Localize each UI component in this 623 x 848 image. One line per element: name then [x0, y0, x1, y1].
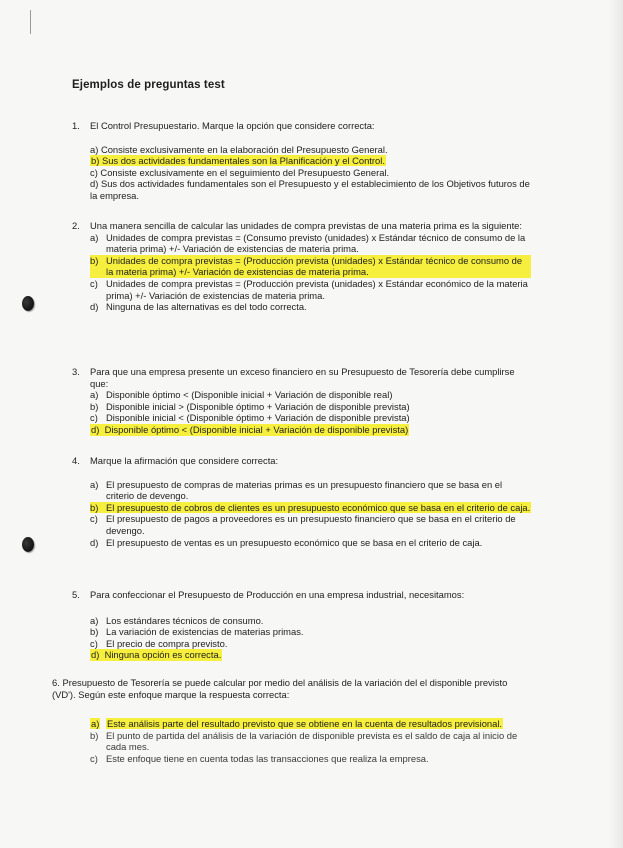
option-b-correct: b) Sus dos actividades fundamentales son la Planificación y el Control.: [91, 155, 385, 167]
option-c: c) Consiste exclusivamente en el seguimiento del Presupuesto General.: [90, 166, 390, 178]
option-b: b) La variación de existencias de materias primas.: [90, 626, 304, 638]
question-number: 5.: [72, 589, 80, 600]
question-5: [72, 589, 531, 661]
question-1: [72, 120, 531, 202]
option-b-correct: b) Unidades de compra previstas = (Producción prevista (unidades) x Estándar técnico de consumo de la materia prima) +/- Variación de existencias de materia prima.: [90, 255, 531, 278]
option-d-correct: d) Ninguna opción es correcta.: [91, 649, 222, 661]
option-c: c) El precio de compra previsto.: [90, 637, 228, 649]
question-number: 6.: [52, 677, 60, 688]
question-6: [52, 677, 531, 765]
page-edge-shadow: [609, 0, 623, 848]
question-text: Para confeccionar el Presupuesto de Producción en una empresa industrial, necesitamos:: [90, 589, 465, 600]
pen-mark: [30, 10, 31, 34]
punch-hole: [22, 537, 34, 552]
document-title: Ejemplos de preguntas test: [72, 79, 225, 91]
option-c: c) Este enfoque tiene en cuenta todas las transacciones que realiza la empresa.: [90, 752, 429, 764]
question-text: Una manera sencilla de calcular las unidades de compra previstas de una materia prima es la siguiente:: [90, 220, 523, 231]
option-c: c) El presupuesto de pagos a proveedores es un presupuesto financiero que se basa en el criterio de devengo.: [90, 513, 516, 536]
question-text: Marque la afirmación que considere correcta:: [90, 455, 279, 466]
option-a: a) Consiste exclusivamente en la elaboración del Presupuesto General.: [90, 143, 388, 155]
option-b: b) El punto de partida del análisis de la variación de disponible prevista es el saldo de caja al inicio de cada mes.: [90, 729, 518, 753]
question-text: El Control Presupuestario. Marque la opción que considere correcta:: [90, 120, 375, 131]
option-a: a) Disponible óptimo < (Disponible inicial + Variación de disponible real): [90, 389, 393, 401]
question-4: [72, 455, 531, 548]
option-d: d) Sus dos actividades fundamentales son el Presupuesto y el establecimiento de los Objetivos futuros de la empresa.: [90, 178, 530, 201]
question-number: 3.: [72, 366, 80, 377]
question-number: 4.: [72, 455, 80, 466]
option-d-correct: d) Disponible óptimo < (Disponible inicial + Variación de disponible prevista): [91, 423, 409, 435]
option-a-correct: a) Este análisis parte del resultado previsto que se obtiene en la cuenta de resultados previsional.: [91, 718, 503, 730]
question-text: Para que una empresa presente un exceso financiero en su Presupuesto de Tesorería debe cumplirse que:: [90, 366, 515, 389]
question-number: 1.: [72, 120, 80, 131]
option-a: a) Unidades de compra previstas = (Consumo previsto (unidades) x Estándar técnico de consumo de la materia prima) +/- Variación de existencias de materia prima.: [90, 231, 526, 255]
option-d: d) El presupuesto de ventas es un presupuesto económico que se basa en el criterio de caja.: [90, 536, 483, 548]
question-2: [72, 220, 531, 313]
option-c: c) Unidades de compra previstas = (Producción prevista (unidades) x Estándar económico de la materia prima) +/- Variación de existencias de materia prima.: [90, 277, 528, 301]
question-3: [72, 366, 531, 436]
question-number: 2.: [72, 220, 80, 231]
option-a: a) Los estándares técnicos de consumo.: [90, 614, 264, 626]
option-b-correct: b) El presupuesto de cobros de clientes es un presupuesto económico que se basa en el criterio de caja.: [90, 501, 531, 513]
punch-hole: [22, 296, 34, 311]
option-c: c) Disponible inicial < (Disponible óptimo + Variación de disponible prevista): [90, 412, 410, 424]
option-a: a) El presupuesto de compras de materias primas es un presupuesto financiero que se basa en el criterio de devengo.: [90, 478, 503, 502]
option-d: d) Ninguna de las alternativas es del todo correcta.: [90, 301, 307, 313]
question-text: 6. Presupuesto de Tesorería se puede calcular por medio del análisis de la variación del el disponible previsto (VD'). Según este enfoque marque la respuesta correcta:: [52, 677, 508, 700]
option-b: b) Disponible inicial > (Disponible óptimo + Variación de disponible prevista): [90, 400, 410, 412]
